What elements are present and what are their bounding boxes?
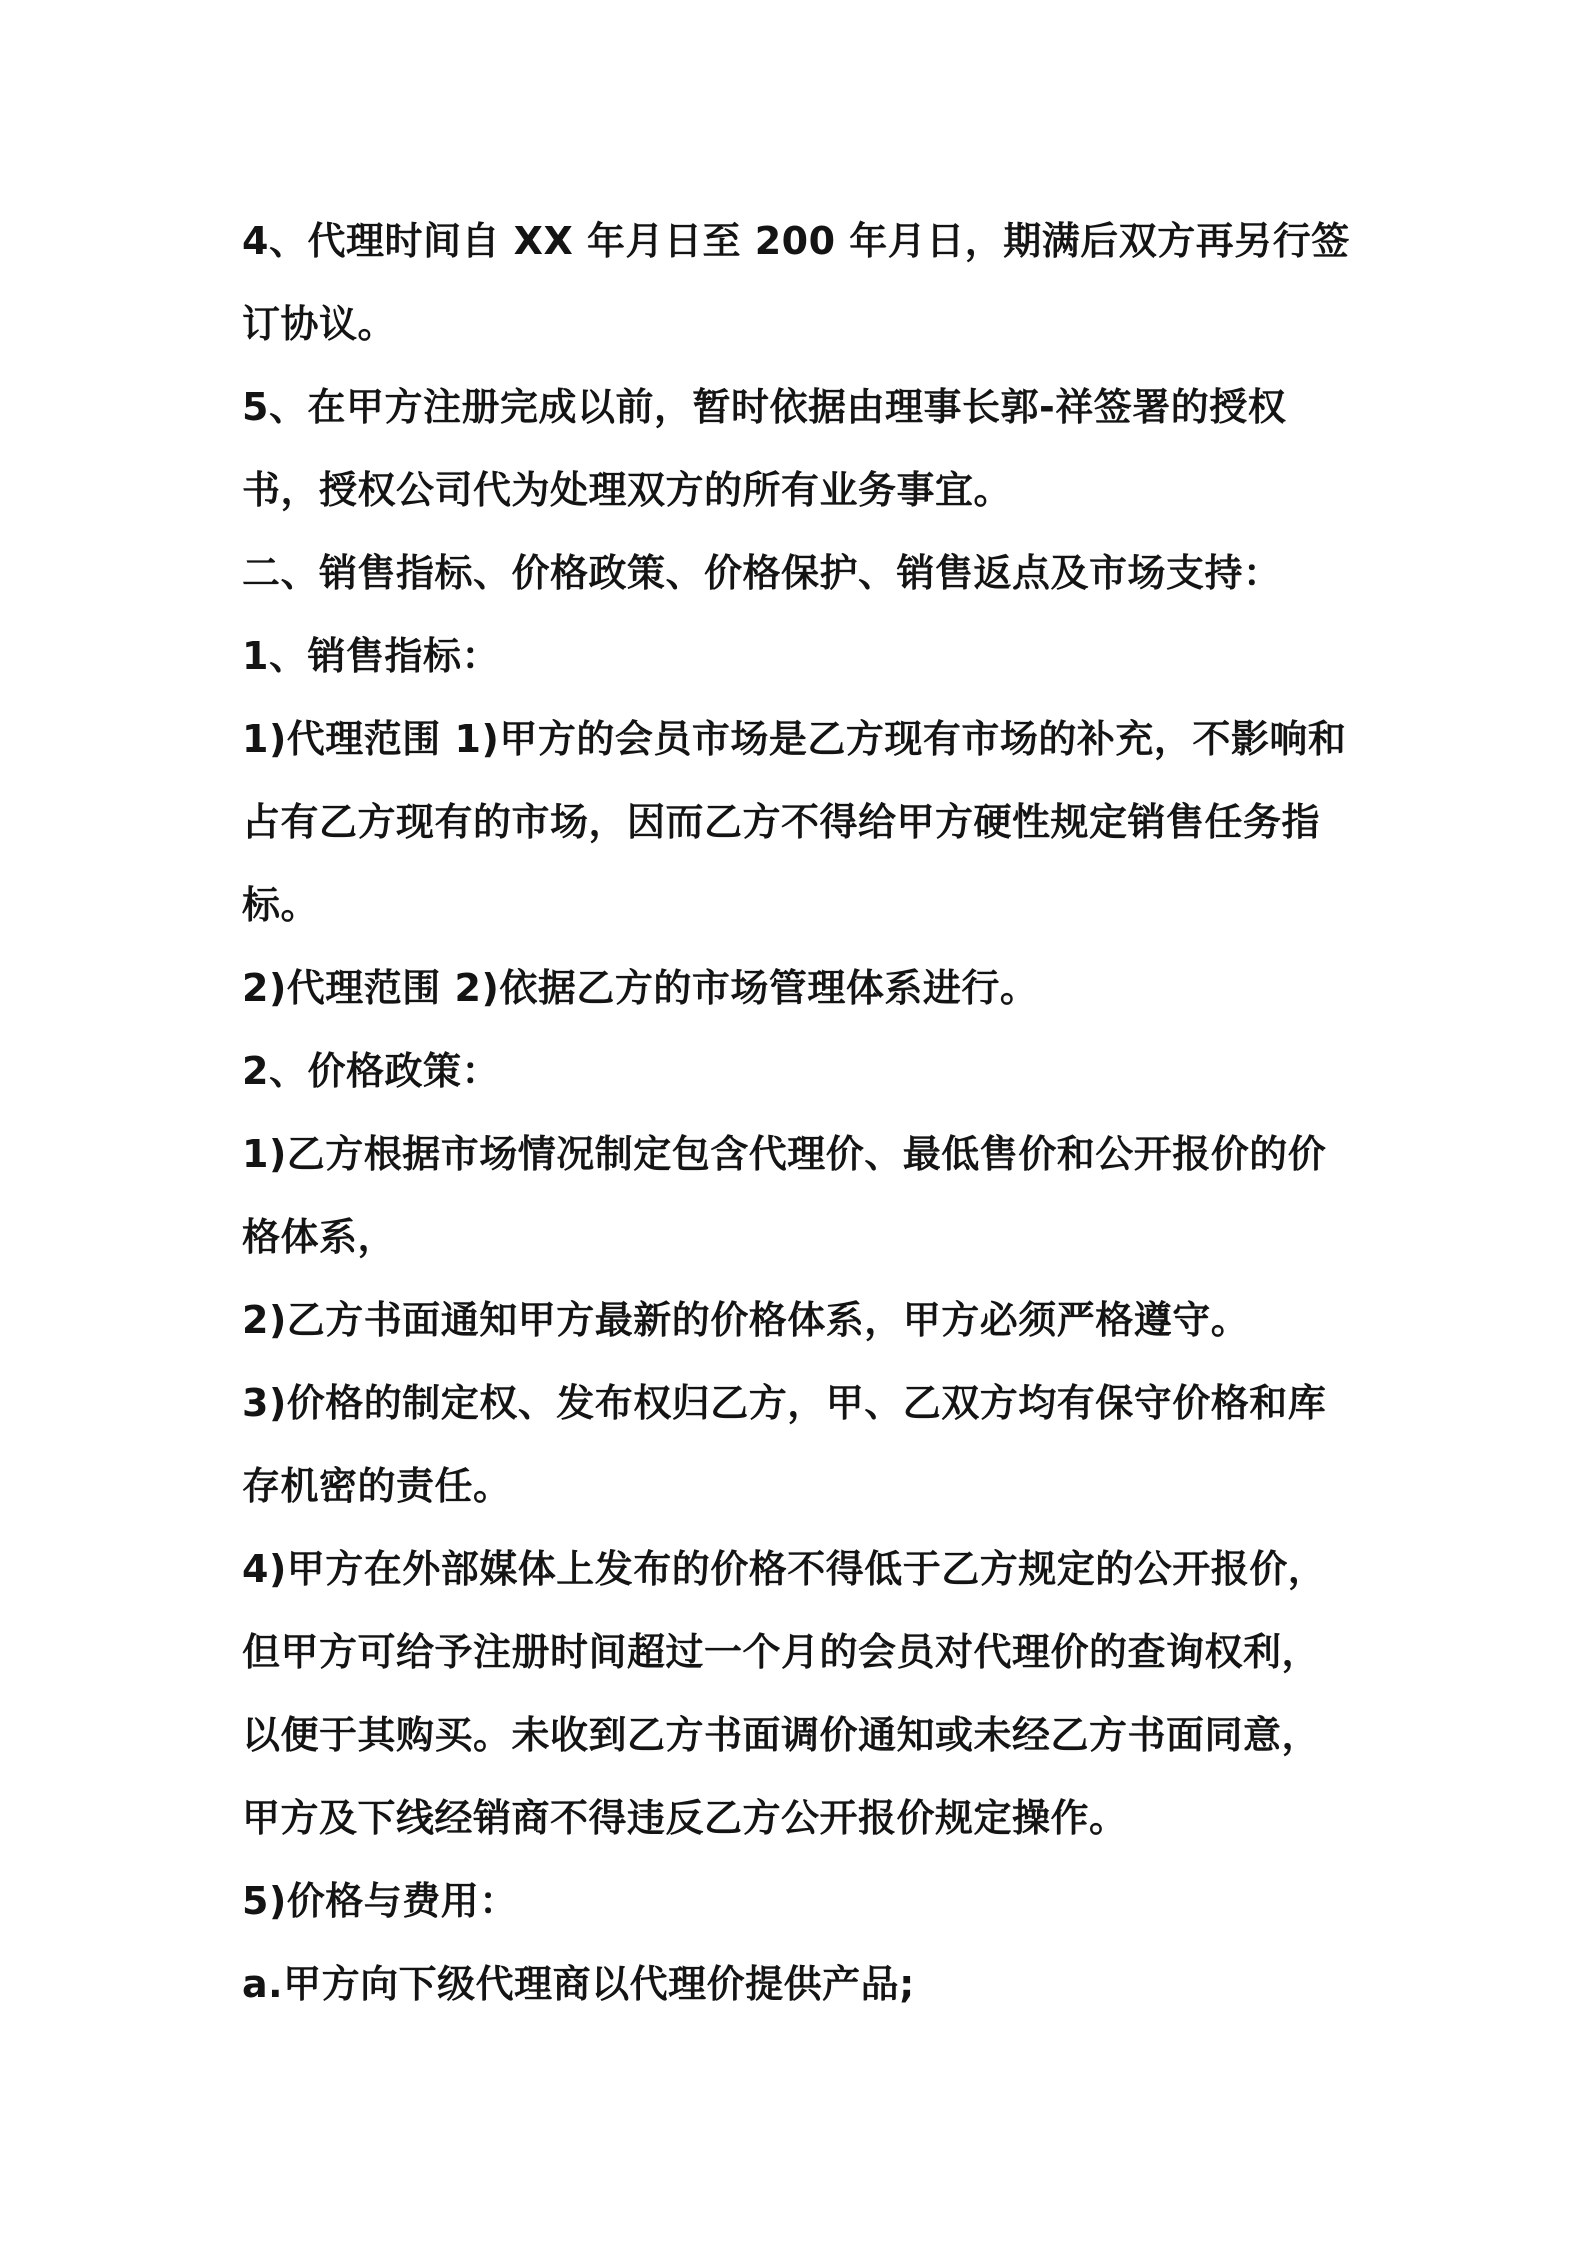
subheading-sales-targets: 1、销售指标： <box>242 634 500 678</box>
paragraph-price-notice: 2)乙方书面通知甲方最新的价格体系，甲方必须严格遵守。 <box>242 1298 1250 1342</box>
paragraph-price-system: 1)乙方根据市场情况制定包含代理价、最低售价和公开报价的价格体系， <box>242 1132 1327 1259</box>
paragraph-authorization: 5、在甲方注册完成以前，暂时依据由理事长郭-祥签署的授权书，授权公司代为处理双方的所有业务事宜。 <box>242 385 1287 512</box>
paragraph-agency-scope-1: 1)代理范围 1)甲方的会员市场是乙方现有市场的补充，不影响和占有乙方现有的市场，因而乙方不得给甲方硬性规定销售任务指标。 <box>242 717 1347 927</box>
subheading-price-and-fees: 5)价格与费用： <box>242 1879 518 1923</box>
document-body <box>242 200 1357 2026</box>
section-heading-sales-pricing: 二、销售指标、价格政策、价格保护、销售返点及市场支持： <box>242 551 1282 595</box>
paragraph-media-pricing: 4)甲方在外部媒体上发布的价格不得低于乙方规定的公开报价，但甲方可给予注册时间超过一个月的会员对代理价的查询权利，以便于其购买。未收到乙方书面调价通知或未经乙方书面同意，甲方及下线经销商不得违反乙方公开报价规定操作。 <box>242 1547 1327 1840</box>
paragraph-agency-scope-2: 2)代理范围 2)依据乙方的市场管理体系进行。 <box>242 966 1039 1010</box>
paragraph-item-a: a.甲方向下级代理商以代理价提供产品; <box>242 1962 915 2006</box>
paragraph-agency-term: 4、代理时间自 XX 年月日至 200 年月日，期满后双方再另行签订协议。 <box>242 219 1350 346</box>
subheading-price-policy: 2、价格政策： <box>242 1049 500 1093</box>
paragraph-price-rights: 3)价格的制定权、发布权归乙方，甲、乙双方均有保守价格和库存机密的责任。 <box>242 1381 1327 1508</box>
